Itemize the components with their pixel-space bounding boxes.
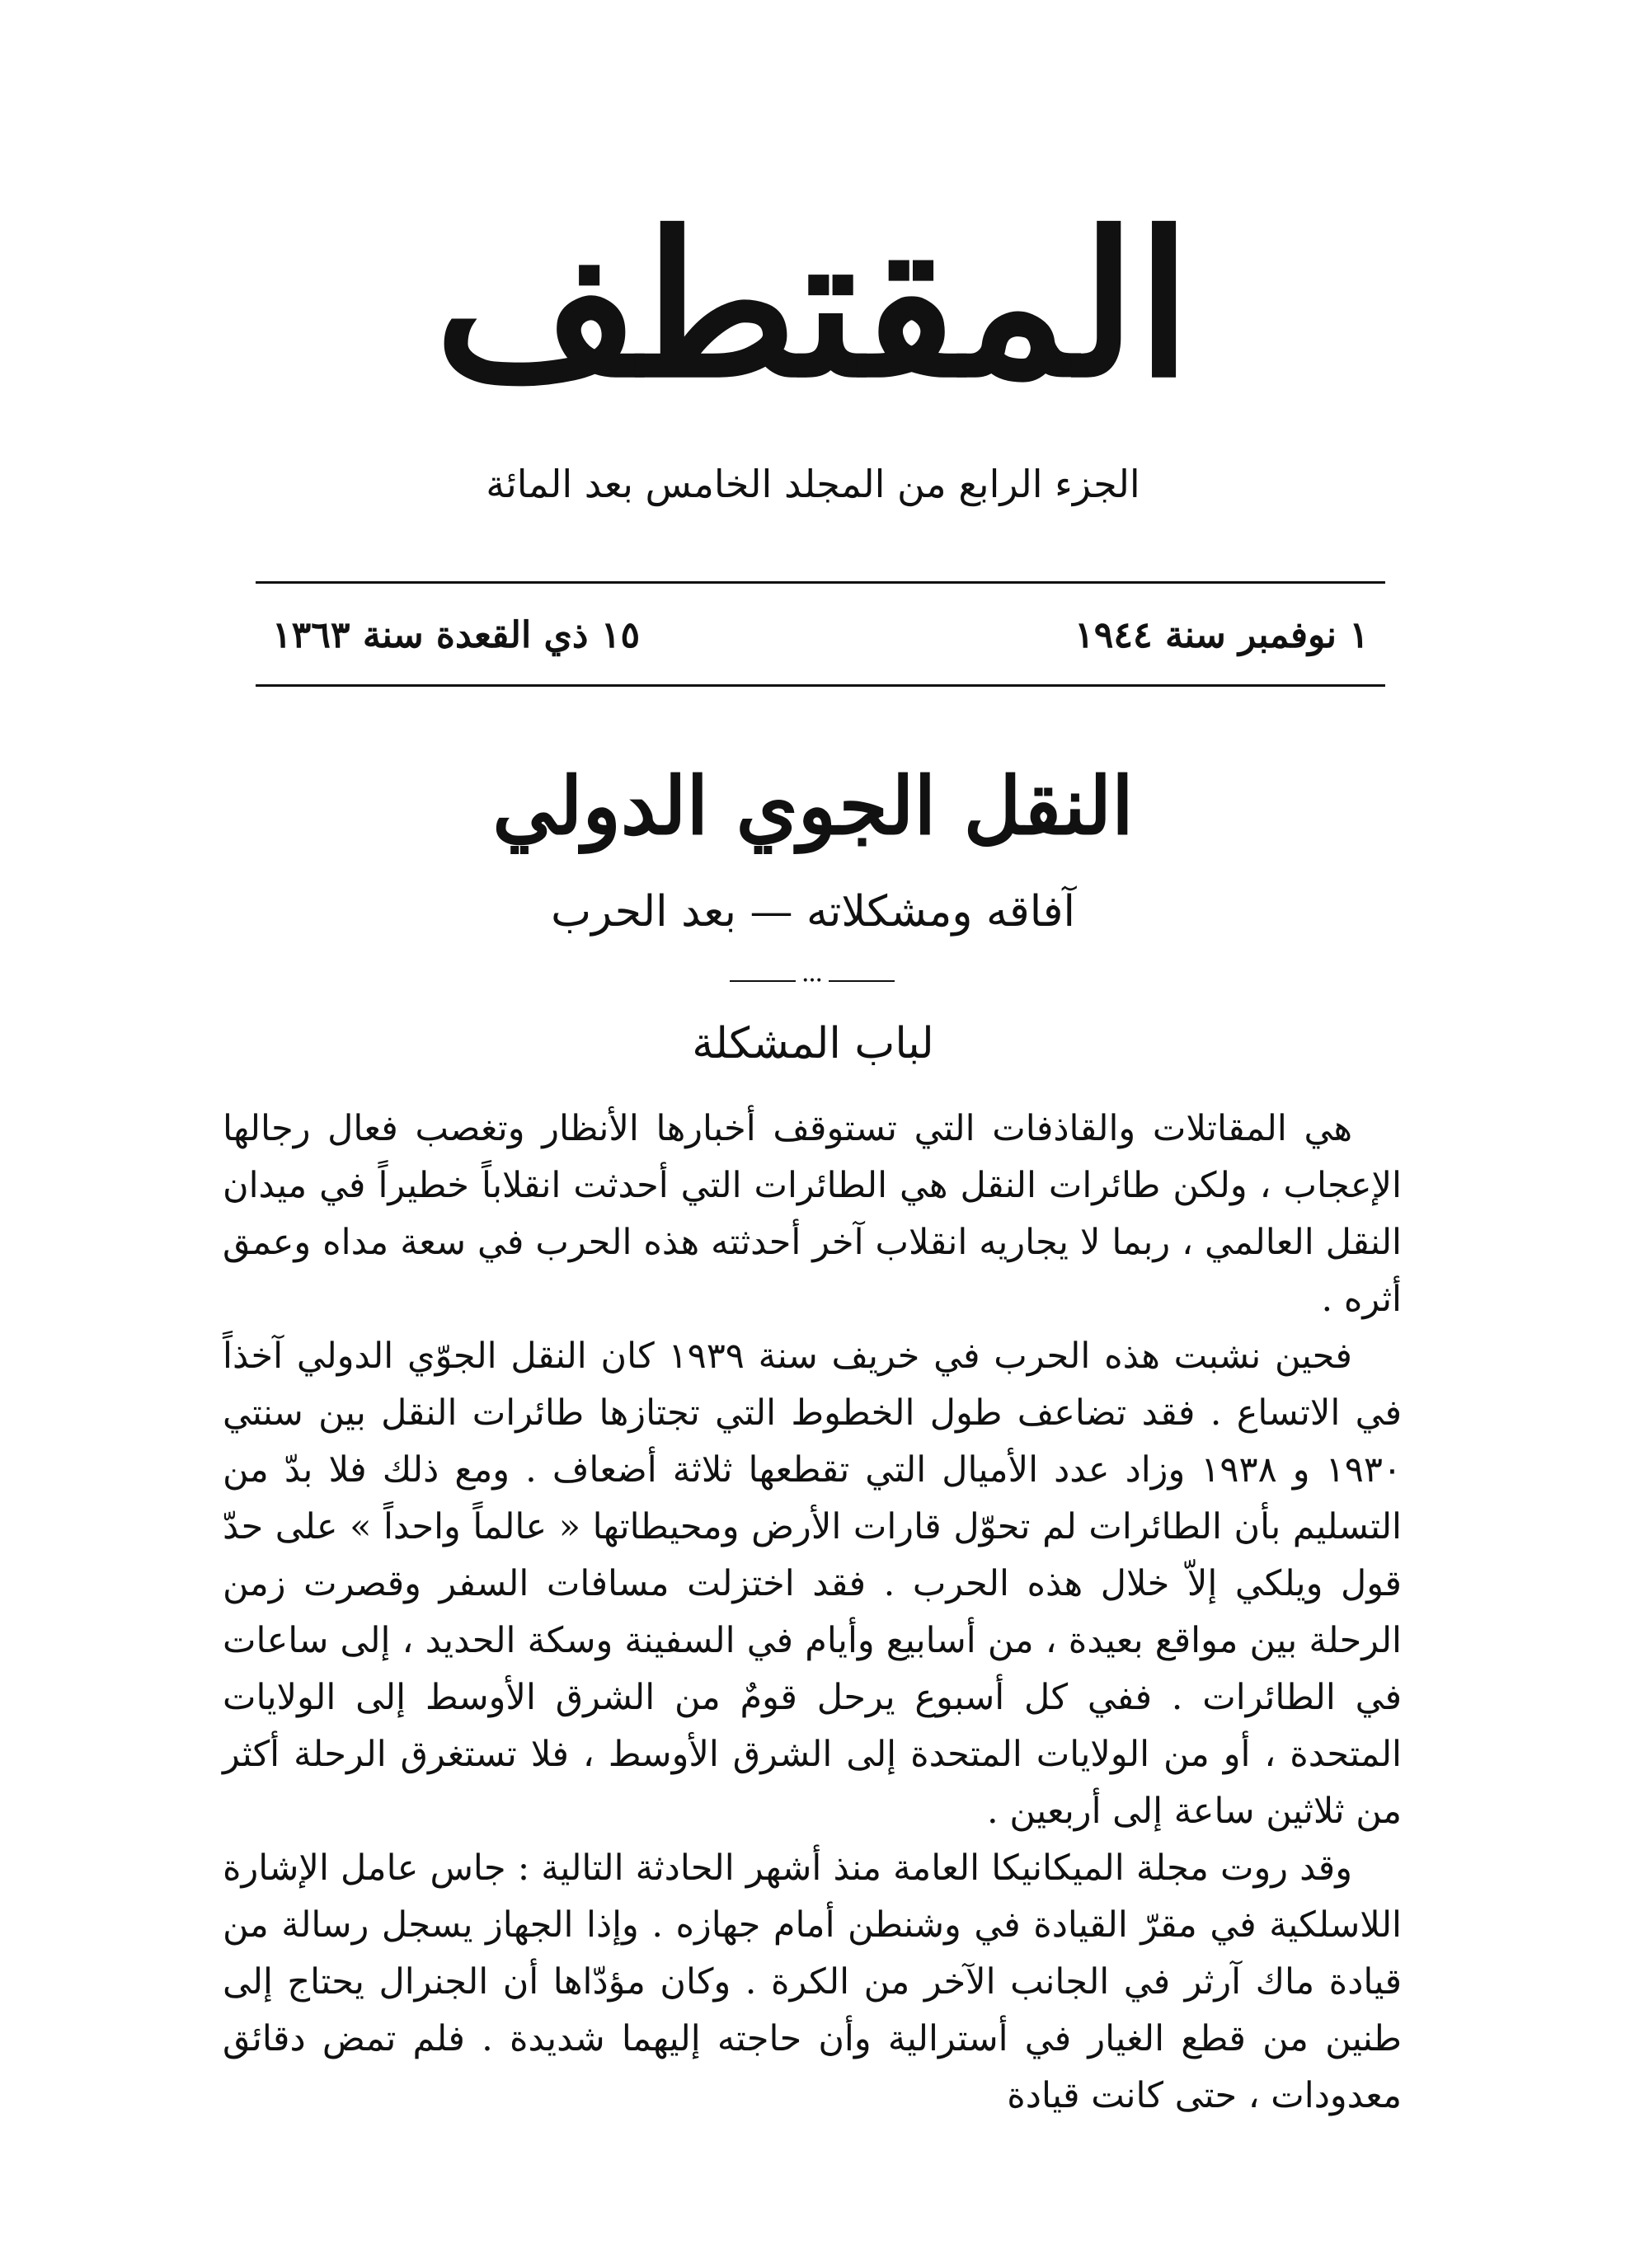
article-title: النقل الجوي الدولي bbox=[492, 759, 1134, 852]
volume-line: الجزء الرابع من المجلد الخامس بعد المائة bbox=[486, 462, 1140, 506]
bottom-rule bbox=[256, 684, 1385, 687]
section-heading: لباب المشكلة bbox=[692, 1019, 934, 1068]
paragraph: فحين نشبت هذه الحرب في خريف سنة ١٩٣٩ كان النقل الجوّي الدولي آخذاً في الاتساع . فقد تضاعف طول الخطوط التي تجتازها طائرات النقل بين سنتي ١٩٣٠ و ١٩٣٨ وزاد عدد الأميال التي تقطعها ثلاثة أضعاف . ومع ذلك فلا بدّ من التسليم بأن الطائرات لم تحوّل قارات الأرض ومحيطاتها « عالماً واحداً » على حدّ قول ويلكي إلاّ خلال هذه الحرب . فقد اختزلت مسافات السفر وقصرت زمن الرحلة بين مواقع بعيدة ، من أسابيع وأيام في السفينة وسكة الحديد ، إلى ساعات في الطائرات . ففي كل أسبوع يرحل قومٌ من الشرق الأوسط إلى الولايات المتحدة ، أو من الولايات المتحدة إلى الشرق الأوسط ، فلا تستغرق الرحلة أكثر من ثلاثين ساعة إلى أربعين . bbox=[223, 1336, 1403, 1832]
top-rule bbox=[256, 581, 1385, 584]
paragraph: وقد روت مجلة الميكانيكا العامة منذ أشهر الحادثة التالية : جاس عامل الإشارة اللاسلكية في مقرّ القيادة في وشنطن أمام جهازه . وإذا الجهاز يسجل رسالة من قيادة ماك آرثر في الجانب الآخر من الكرة . وكان مؤدّاها أن الجنرال يحتاج إلى طنين من قطع الغيار في أسترالية وأن حاجته إليهما شديدة . فلم تمض دقائق معدودات ، حتى كانت قيادة bbox=[223, 1848, 1402, 2116]
paragraph: هي المقاتلات والقاذفات التي تستوقف أخبارها الأنظار وتغصب فعال رجالها الإعجاب ، ولكن طائرات النقل هي الطائرات التي أحدثت انقلاباً خطيراً في ميدان النقل العالمي ، ربما لا يجاريه انقلاب آخر أحدثته هذه الحرب في سعة مداه وعمق أثره . bbox=[223, 1108, 1402, 1320]
masthead-title: المقتطف bbox=[435, 189, 1191, 421]
hijri-date: ١٥ ذي القعدة سنة ١٣٦٣ bbox=[272, 613, 641, 656]
article-subtitle: آفاقه ومشكلاته — بعد الحرب bbox=[551, 887, 1075, 937]
gregorian-date: ١ نوفمبر سنة ١٩٤٤ bbox=[1074, 613, 1369, 656]
ornament-divider: ••• bbox=[730, 975, 895, 987]
date-row bbox=[272, 606, 1369, 664]
article-body bbox=[223, 1101, 1402, 2125]
